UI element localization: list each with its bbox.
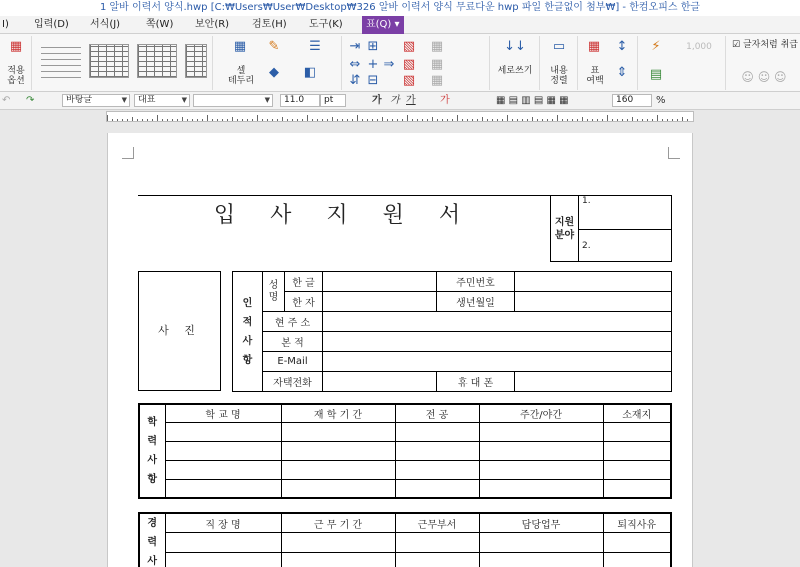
ruler-tick bbox=[487, 119, 488, 121]
menu-item-security[interactable]: 보안(R) bbox=[195, 19, 230, 30]
ruler-tick bbox=[137, 119, 138, 121]
ruler-tick bbox=[637, 119, 638, 121]
ruler-tick bbox=[672, 119, 673, 121]
ruler-tick bbox=[557, 115, 558, 121]
menu-item-tools[interactable]: 도구(K) bbox=[309, 19, 343, 30]
ruler-tick bbox=[237, 119, 238, 121]
ruler-tick bbox=[417, 119, 418, 121]
ruler-tick bbox=[457, 115, 458, 121]
content-align-group bbox=[540, 36, 578, 90]
text-color-button[interactable]: 가 bbox=[440, 95, 450, 106]
vertical-text-icon[interactable]: ↓↓ bbox=[504, 39, 526, 54]
style-value: 바탕글 bbox=[66, 95, 93, 105]
menu-item-table[interactable]: 표(Q) ▾ bbox=[362, 16, 404, 34]
ruler-tick bbox=[222, 119, 223, 121]
table-cell[interactable] bbox=[603, 533, 671, 553]
ruler-tick bbox=[157, 115, 158, 121]
ruler-tick bbox=[592, 119, 593, 121]
birth-label: 생년월일 bbox=[437, 292, 515, 312]
table-style-gallery bbox=[33, 36, 213, 90]
career-section-label: 경 력 사 bbox=[139, 513, 165, 567]
ruler-tick bbox=[437, 119, 438, 121]
career-header-reason: 퇴직사유 bbox=[603, 513, 671, 533]
ruler-tick bbox=[547, 119, 548, 121]
line-style-icon[interactable]: ☰ bbox=[309, 39, 321, 54]
ruler-tick bbox=[422, 119, 423, 121]
ruler-tick bbox=[642, 119, 643, 121]
split-h-icon[interactable]: ⇔ bbox=[349, 57, 361, 72]
ruler-tick bbox=[512, 119, 513, 121]
menu-item-review[interactable]: 검토(H) bbox=[252, 19, 287, 30]
ruler-tick bbox=[267, 119, 268, 121]
delete-icon[interactable]: ▧ bbox=[402, 39, 416, 54]
ruler-tick bbox=[337, 119, 338, 121]
ruler-tick bbox=[162, 119, 163, 121]
font-size-input[interactable] bbox=[280, 94, 320, 107]
table-cell[interactable] bbox=[479, 460, 603, 479]
ruler-tick bbox=[367, 119, 368, 121]
table-cell[interactable] bbox=[479, 552, 603, 567]
grid-icon: ▦ bbox=[430, 73, 444, 88]
split-cell-icon: ▦ bbox=[430, 57, 444, 72]
ruler-tick bbox=[652, 119, 653, 121]
content-align-icon[interactable]: ▭ bbox=[552, 39, 566, 54]
ruler-tick bbox=[297, 119, 298, 121]
ruler-tick bbox=[127, 119, 128, 121]
career-header-duty: 담당업무 bbox=[479, 513, 603, 533]
formula-icon[interactable]: ▤ bbox=[649, 67, 663, 82]
table-cell[interactable] bbox=[395, 423, 479, 442]
apply-option-label[interactable]: 적용 옵션 bbox=[7, 66, 25, 86]
ruler-tick bbox=[427, 119, 428, 121]
redo-icon[interactable]: ↷ bbox=[26, 95, 35, 106]
ruler-tick bbox=[132, 117, 133, 121]
zoom-input[interactable] bbox=[612, 94, 652, 107]
bold-button[interactable]: 가 bbox=[372, 95, 382, 106]
address-field[interactable] bbox=[323, 312, 672, 332]
ruler-tick bbox=[657, 115, 658, 121]
table-cell[interactable] bbox=[479, 442, 603, 461]
zoom-value: 160 bbox=[616, 95, 634, 105]
ruler-tick bbox=[382, 117, 383, 121]
distribute-icon[interactable]: ⊟ bbox=[367, 73, 379, 88]
table-cell[interactable] bbox=[165, 552, 281, 567]
content-align-label[interactable]: 내용 정렬 bbox=[550, 66, 568, 86]
ruler-tick bbox=[357, 115, 358, 121]
personal-info-table bbox=[232, 271, 672, 392]
ruler-tick bbox=[472, 119, 473, 121]
chevron-down-icon: ▼ bbox=[181, 96, 187, 104]
ruler-tick bbox=[307, 115, 308, 121]
ruler-tick bbox=[517, 119, 518, 121]
edu-header-school: 학 교 명 bbox=[165, 404, 281, 423]
disabled-value: 1,000 bbox=[686, 42, 712, 52]
ruler-tick bbox=[177, 119, 178, 121]
ruler-tick bbox=[567, 119, 568, 121]
font-size-value: 11.0 bbox=[284, 95, 305, 105]
vertical-text-label[interactable]: 세로쓰기 bbox=[497, 66, 533, 76]
ruler-tick bbox=[667, 119, 668, 121]
ruler-tick bbox=[117, 119, 118, 121]
italic-button[interactable]: 가 bbox=[390, 95, 400, 106]
apply-field-2[interactable]: 2. bbox=[579, 230, 672, 262]
ruler-tick bbox=[682, 117, 683, 121]
hanja-label: 한 자 bbox=[285, 292, 323, 312]
table-cell[interactable] bbox=[165, 442, 281, 461]
apply-option-group bbox=[0, 36, 32, 90]
table-cell[interactable] bbox=[479, 533, 603, 553]
ruler-tick bbox=[262, 119, 263, 121]
ruler-tick bbox=[412, 119, 413, 121]
ruler-tick bbox=[282, 117, 283, 121]
font-unit-combo[interactable] bbox=[320, 94, 346, 107]
ruler-tick bbox=[312, 119, 313, 121]
ruler-tick bbox=[327, 119, 328, 121]
ruler-tick bbox=[292, 119, 293, 121]
table-cell[interactable] bbox=[281, 552, 395, 567]
crop-mark-tl bbox=[122, 147, 134, 159]
edu-header-period: 재 학 기 간 bbox=[281, 404, 395, 423]
ruler-tick bbox=[492, 119, 493, 121]
edu-header-daynight: 주간/야간 bbox=[479, 404, 603, 423]
ruler-tick bbox=[392, 119, 393, 121]
name-label: 성 명 bbox=[263, 272, 285, 312]
table-cell[interactable] bbox=[603, 442, 671, 461]
ruler-tick bbox=[497, 119, 498, 121]
ruler-tick bbox=[377, 119, 378, 121]
ruler-tick bbox=[477, 119, 478, 121]
ruler-tick bbox=[352, 119, 353, 121]
origin-field[interactable] bbox=[323, 332, 672, 352]
eraser-icon[interactable]: ▧ bbox=[402, 57, 416, 72]
emoji-icons: ☺ ☺ ☺ bbox=[741, 70, 787, 84]
home-phone-label: 자택전화 bbox=[263, 372, 323, 392]
ruler-tick bbox=[622, 119, 623, 121]
ruler-tick bbox=[272, 119, 273, 121]
ruler-tick bbox=[587, 119, 588, 121]
ruler-tick bbox=[407, 115, 408, 121]
birth-field[interactable] bbox=[515, 292, 672, 312]
table-style-1[interactable] bbox=[41, 44, 81, 78]
ruler-tick bbox=[607, 115, 608, 121]
ruler-tick bbox=[332, 117, 333, 121]
style-combo[interactable] bbox=[62, 94, 130, 107]
underline-button[interactable]: 가 bbox=[406, 95, 416, 106]
ruler-tick bbox=[502, 119, 503, 121]
table-cell[interactable] bbox=[281, 442, 395, 461]
photo-box[interactable] bbox=[138, 271, 221, 391]
menu-item-prev[interactable]: I) bbox=[2, 19, 9, 30]
career-header-period: 근 무 기 간 bbox=[281, 513, 395, 533]
font-group-value: 대표 bbox=[138, 95, 156, 105]
ruler-tick bbox=[182, 117, 183, 121]
ruler-tick bbox=[632, 117, 633, 121]
align-icon[interactable]: ⇵ bbox=[349, 73, 361, 88]
apply-field-table bbox=[550, 195, 672, 262]
table-cell[interactable] bbox=[165, 479, 281, 498]
ruler-tick bbox=[442, 119, 443, 121]
address-label: 현 주 소 bbox=[263, 312, 323, 332]
ruler-tick bbox=[462, 119, 463, 121]
ruler-tick bbox=[527, 119, 528, 121]
hangul-label: 한 글 bbox=[285, 272, 323, 292]
table-cell[interactable] bbox=[603, 479, 671, 498]
brush-icon[interactable]: ✎ bbox=[268, 39, 280, 54]
table-cell[interactable] bbox=[395, 460, 479, 479]
merge-icon: ▦ bbox=[430, 39, 444, 54]
table-cell[interactable] bbox=[395, 442, 479, 461]
menu-item-page[interactable]: 쪽(W) bbox=[146, 19, 174, 30]
ruler-tick bbox=[582, 117, 583, 121]
table-cell[interactable] bbox=[395, 533, 479, 553]
formula-group bbox=[638, 36, 726, 90]
hanja-name-field[interactable] bbox=[323, 292, 437, 312]
cell-border-label[interactable]: 셀 테두리 bbox=[227, 66, 255, 86]
table-cell[interactable] bbox=[165, 460, 281, 479]
ruler-tick bbox=[627, 119, 628, 121]
ruler-tick bbox=[537, 119, 538, 121]
text-wrap-group bbox=[726, 36, 800, 90]
ruler-tick bbox=[397, 119, 398, 121]
edu-header-major: 전 공 bbox=[395, 404, 479, 423]
career-header-company: 직 장 명 bbox=[165, 513, 281, 533]
ruler-tick bbox=[347, 119, 348, 121]
ruler-tick bbox=[597, 119, 598, 121]
add-icon[interactable]: + bbox=[367, 57, 379, 72]
apply-field-label: 지원 분야 bbox=[551, 196, 579, 262]
ruler-tick bbox=[192, 119, 193, 121]
table-cell[interactable] bbox=[479, 423, 603, 442]
menu-item-insert[interactable]: 입력(D) bbox=[34, 19, 69, 30]
origin-label: 본 적 bbox=[263, 332, 323, 352]
apply-option-icon[interactable]: ▦ bbox=[9, 39, 23, 54]
table-margin-icon[interactable]: ▦ bbox=[587, 39, 601, 54]
table-margin-label[interactable]: 표 여백 bbox=[586, 66, 604, 86]
cell-fill-icon[interactable]: ◆ bbox=[269, 65, 279, 80]
table-style-3[interactable] bbox=[137, 44, 177, 78]
cell-border-group bbox=[222, 36, 342, 90]
career-header-dept: 근무부서 bbox=[395, 513, 479, 533]
font-unit-value: pt bbox=[324, 95, 334, 105]
ruler-tick bbox=[572, 119, 573, 121]
ruler-tick bbox=[372, 119, 373, 121]
document-title: 입 사 지 원 서 bbox=[138, 195, 550, 263]
table-cell[interactable] bbox=[395, 479, 479, 498]
ruler-tick bbox=[362, 119, 363, 121]
table-margin-group bbox=[578, 36, 638, 90]
ruler-tick bbox=[612, 119, 613, 121]
ruler-tick bbox=[402, 119, 403, 121]
ribbon-toolbar bbox=[0, 34, 800, 92]
hangul-name-field[interactable] bbox=[323, 272, 437, 292]
ruler-tick bbox=[522, 119, 523, 121]
table-style-4[interactable] bbox=[185, 44, 207, 78]
email-label: E-Mail bbox=[263, 352, 323, 372]
resident-no-label: 주민번호 bbox=[437, 272, 515, 292]
ruler-tick bbox=[542, 119, 543, 121]
ruler-tick bbox=[252, 119, 253, 121]
ruler-tick bbox=[167, 119, 168, 121]
ruler-tick bbox=[217, 119, 218, 121]
edu-header-location: 소재지 bbox=[603, 404, 671, 423]
ruler-tick bbox=[452, 119, 453, 121]
home-phone-field[interactable] bbox=[323, 372, 437, 392]
ruler-tick bbox=[507, 115, 508, 121]
ruler-tick bbox=[552, 119, 553, 121]
ruler-tick bbox=[647, 119, 648, 121]
table-cell[interactable] bbox=[165, 423, 281, 442]
ruler-tick bbox=[432, 117, 433, 121]
font-group-combo[interactable] bbox=[134, 94, 190, 107]
document-background bbox=[0, 122, 107, 567]
insert-column-icon[interactable]: ⇥ bbox=[349, 39, 361, 54]
apply-field-1[interactable]: 1. bbox=[579, 196, 672, 230]
cell-color-icon[interactable]: ◧ bbox=[303, 65, 317, 80]
ruler-tick bbox=[247, 119, 248, 121]
font-name-combo[interactable] bbox=[193, 94, 273, 107]
menu-item-format[interactable]: 서식(J) bbox=[90, 19, 121, 30]
ruler-tick bbox=[107, 115, 108, 121]
ruler-tick bbox=[322, 119, 323, 121]
ruler-tick bbox=[562, 119, 563, 121]
zoom-unit: % bbox=[656, 95, 666, 106]
format-bar bbox=[0, 92, 800, 110]
document-page[interactable] bbox=[107, 133, 693, 567]
ruler-tick bbox=[152, 119, 153, 121]
ruler-tick bbox=[662, 119, 663, 121]
ruler-tick bbox=[447, 119, 448, 121]
text-wrap-checkbox[interactable]: ☑ 글자처럼 취급 bbox=[732, 40, 798, 50]
ruler-tick bbox=[172, 119, 173, 121]
ruler-tick bbox=[277, 119, 278, 121]
ruler-tick bbox=[387, 119, 388, 121]
erase-all-icon[interactable]: ▧ bbox=[402, 73, 416, 88]
cell-border-icon[interactable]: ▦ bbox=[233, 39, 247, 54]
table-cell[interactable] bbox=[281, 479, 395, 498]
table-style-2[interactable] bbox=[89, 44, 129, 78]
email-field[interactable] bbox=[323, 352, 672, 372]
chevron-down-icon: ▼ bbox=[121, 96, 127, 104]
row-height-icon[interactable]: ↕ bbox=[616, 39, 628, 54]
split-v-icon[interactable]: ⇒ bbox=[383, 57, 395, 72]
crop-mark-tr bbox=[668, 147, 680, 159]
education-section-label: 학 력 사 항 bbox=[139, 404, 165, 498]
personal-section-label: 인 적 사 항 bbox=[233, 272, 263, 392]
table-cell[interactable] bbox=[281, 533, 395, 553]
cell-edit-group bbox=[342, 36, 490, 90]
ruler-tick bbox=[232, 117, 233, 121]
table-cell[interactable] bbox=[603, 460, 671, 479]
chevron-down-icon: ▼ bbox=[264, 96, 270, 104]
ruler-tick bbox=[342, 119, 343, 121]
ruler-tick bbox=[677, 119, 678, 121]
ruler-tick bbox=[187, 119, 188, 121]
align-buttons[interactable]: ▦ ▤ ▥ ▤ ▦ ▦ bbox=[496, 95, 569, 106]
vertical-text-group bbox=[490, 36, 540, 90]
ruler-tick bbox=[617, 119, 618, 121]
ruler-tick bbox=[532, 117, 533, 121]
window-title: 1 알바 이력서 양식.hwp [C:₩Users₩User₩Desktop₩326 알바 이력서 양식 무료다운 hwp 파일 한글없이 첨부₩] - 한컴오피스 한글 bbox=[0, 0, 800, 16]
ruler-tick bbox=[257, 115, 258, 121]
table-cell[interactable] bbox=[395, 552, 479, 567]
menu-bar bbox=[0, 16, 800, 34]
ruler-tick bbox=[287, 119, 288, 121]
ruler-tick bbox=[467, 119, 468, 121]
ruler-tick bbox=[227, 119, 228, 121]
ruler-tick bbox=[302, 119, 303, 121]
education-table bbox=[138, 403, 672, 499]
ruler-tick bbox=[202, 119, 203, 121]
mobile-field[interactable] bbox=[515, 372, 672, 392]
mobile-label: 휴 대 폰 bbox=[437, 372, 515, 392]
text-wrap-label: 글자처럼 취급 bbox=[742, 40, 798, 50]
photo-label: 사 진 bbox=[158, 324, 201, 337]
ruler-tick bbox=[602, 119, 603, 121]
calc-icon[interactable]: ⚡ bbox=[651, 39, 661, 54]
ruler-tick bbox=[242, 119, 243, 121]
ruler-tick bbox=[317, 119, 318, 121]
ruler-tick bbox=[147, 119, 148, 121]
table-cell[interactable] bbox=[281, 423, 395, 442]
undo-icon[interactable]: ↶ bbox=[2, 95, 11, 106]
ruler-tick bbox=[577, 119, 578, 121]
table-cell[interactable] bbox=[603, 552, 671, 567]
ruler-tick bbox=[212, 119, 213, 121]
ruler-tick bbox=[112, 119, 113, 121]
table-cell[interactable] bbox=[603, 423, 671, 442]
table-cell[interactable] bbox=[165, 533, 281, 553]
ruler-tick bbox=[207, 115, 208, 121]
career-table bbox=[138, 512, 672, 567]
ruler-tick bbox=[482, 117, 483, 121]
insert-row-icon[interactable]: ⊞ bbox=[367, 39, 379, 54]
ruler-tick bbox=[142, 119, 143, 121]
col-width-icon[interactable]: ⇕ bbox=[616, 65, 628, 80]
menu-item-table-label: 표(Q) bbox=[366, 19, 392, 30]
ruler-tick bbox=[197, 119, 198, 121]
ruler-tick bbox=[122, 119, 123, 121]
horizontal-ruler[interactable] bbox=[106, 111, 694, 122]
resident-no-field[interactable] bbox=[515, 272, 672, 292]
table-cell[interactable] bbox=[281, 460, 395, 479]
table-cell[interactable] bbox=[479, 479, 603, 498]
ruler-tick bbox=[687, 119, 688, 121]
